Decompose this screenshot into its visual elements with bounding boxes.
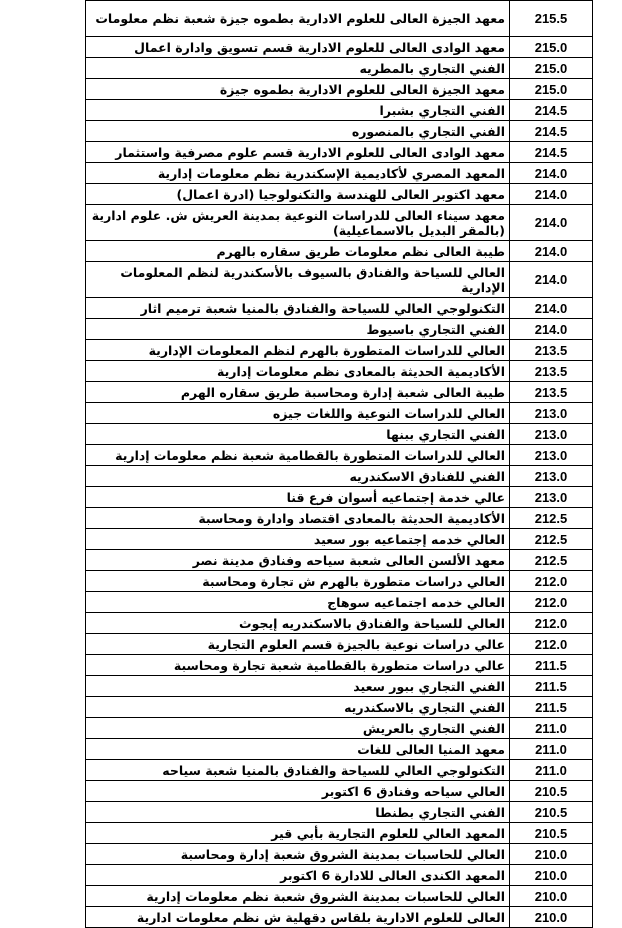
table-row [86, 100, 593, 121]
table-row [86, 886, 593, 907]
institute-name: عالي دراسات متطورة بالقطامية شعبة تجارة ومحاسبة [86, 655, 510, 676]
institute-name: العالي للحاسبات بمدينة الشروق شعبة إدارة ومحاسبة [86, 844, 510, 865]
institute-name: العالي دراسات متطورة بالهرم ش تجارة ومحاسبة [86, 571, 510, 592]
institute-name: الفني التجاري بالمنصوره [86, 121, 510, 142]
institute-name: الفني التجاري بالاسكندريه [86, 697, 510, 718]
table-row [86, 907, 593, 928]
minimum-score: 215.0 [510, 79, 593, 100]
institute-name: معهد اكتوبر العالى للهندسة والتكنولوجيا (ادرة اعمال) [86, 184, 510, 205]
minimum-score: 214.0 [510, 205, 593, 241]
table-row [86, 655, 593, 676]
table-row [86, 487, 593, 508]
table-row [86, 466, 593, 487]
table-row [86, 445, 593, 466]
table-row [86, 142, 593, 163]
institute-name: العالي للحاسبات بمدينة الشروق شعبة نظم معلومات إدارية [86, 886, 510, 907]
minimum-score: 210.0 [510, 886, 593, 907]
table-row [86, 781, 593, 802]
table-row [86, 802, 593, 823]
institute-name: الأكاديمية الحديثة بالمعادى اقتصاد وادارة ومحاسبة [86, 508, 510, 529]
minimum-score: 210.0 [510, 844, 593, 865]
institute-name: عالي خدمة إجتماعيه أسوان فرع قنا [86, 487, 510, 508]
institute-name: الأكاديمية الحديثة بالمعادى نظم معلومات إدارية [86, 361, 510, 382]
table-row [86, 550, 593, 571]
table-row [86, 760, 593, 781]
table-row [86, 697, 593, 718]
table-row [86, 58, 593, 79]
institute-name: الفني التجاري بالمطريه [86, 58, 510, 79]
minimum-score: 213.0 [510, 445, 593, 466]
table-row [86, 676, 593, 697]
minimum-score: 213.0 [510, 424, 593, 445]
institute-name: طيبة العالى نظم معلومات طريق سقاره بالهرم [86, 241, 510, 262]
minimum-score: 213.5 [510, 361, 593, 382]
table-row [86, 361, 593, 382]
institute-name: العالى للعلوم الادارية بلقاس دقهلية ش نظم معلومات ادارية [86, 907, 510, 928]
institute-name: معهد سيناء العالى للدراسات النوعية بمدينة العريش ش. علوم ادارية (بالمقر البديل بالاسماعيلية) [86, 205, 510, 241]
minimum-score: 212.5 [510, 529, 593, 550]
table-row [86, 382, 593, 403]
minimum-score: 214.5 [510, 100, 593, 121]
results-table [85, 0, 593, 928]
institute-name: العالي سياحه وفنادق 6 اكتوبر [86, 781, 510, 802]
table-row [86, 121, 593, 142]
institute-name: المعهد المصري لأكاديمية الإسكندرية نظم معلومات إدارية [86, 163, 510, 184]
minimum-score: 212.0 [510, 592, 593, 613]
results-table-body [86, 1, 593, 928]
institute-name: الفني التجاري باسيوط [86, 319, 510, 340]
institute-name: معهد الوادى العالى للعلوم الادارية قسم تسويق وادارة اعمال [86, 37, 510, 58]
minimum-score: 210.5 [510, 781, 593, 802]
institute-name: العالي للدراسات المتطورة بالهرم لنظم المعلومات الإدارية [86, 340, 510, 361]
minimum-score: 214.0 [510, 241, 593, 262]
minimum-score: 212.0 [510, 571, 593, 592]
minimum-score: 214.5 [510, 121, 593, 142]
minimum-score: 210.5 [510, 823, 593, 844]
minimum-score: 215.0 [510, 58, 593, 79]
minimum-score: 214.0 [510, 262, 593, 298]
table-row [86, 205, 593, 241]
institute-name: التكنولوجي العالي للسياحة والفنادق بالمنيا شعبة ترميم اثار [86, 298, 510, 319]
minimum-score: 211.5 [510, 655, 593, 676]
minimum-score: 214.5 [510, 142, 593, 163]
minimum-score: 211.0 [510, 718, 593, 739]
table-row [86, 1, 593, 37]
institute-name: معهد المنيا العالى للغات [86, 739, 510, 760]
table-row [86, 739, 593, 760]
institute-name: الفني التجاري بشبرا [86, 100, 510, 121]
institute-name: طيبة العالى شعبة إدارة ومحاسبة طريق سقاره الهرم [86, 382, 510, 403]
institute-name: الفني التجاري ببنها [86, 424, 510, 445]
minimum-score: 210.0 [510, 907, 593, 928]
institute-name: عالي دراسات نوعية بالجيزة قسم العلوم التجارية [86, 634, 510, 655]
table-row [86, 634, 593, 655]
institute-name: العالي للسياحة والفنادق بالسيوف بالأسكندرية لنظم المعلومات الإدارية [86, 262, 510, 298]
minimum-score: 211.5 [510, 697, 593, 718]
minimum-score: 212.0 [510, 634, 593, 655]
minimum-score: 214.0 [510, 163, 593, 184]
table-row [86, 844, 593, 865]
table-row [86, 613, 593, 634]
institute-name: معهد الجيزة العالى للعلوم الادارية بطموه جيزة [86, 79, 510, 100]
minimum-score: 214.0 [510, 319, 593, 340]
minimum-score: 210.5 [510, 802, 593, 823]
institute-name: الفني التجاري ببور سعيد [86, 676, 510, 697]
table-row [86, 508, 593, 529]
table-row [86, 718, 593, 739]
table-row [86, 865, 593, 886]
institute-name: الفني التجاري بالعريش [86, 718, 510, 739]
institute-name: معهد الوادى العالى للعلوم الادارية قسم علوم مصرفية واستثمار [86, 142, 510, 163]
minimum-score: 215.5 [510, 1, 593, 37]
table-row [86, 823, 593, 844]
table-row [86, 424, 593, 445]
minimum-score: 211.0 [510, 760, 593, 781]
institute-name: الفني للفنادق الاسكندريه [86, 466, 510, 487]
institute-name: الفني التجاري بطنطا [86, 802, 510, 823]
table-row [86, 298, 593, 319]
minimum-score: 213.5 [510, 382, 593, 403]
table-row [86, 37, 593, 58]
minimum-score: 212.5 [510, 550, 593, 571]
table-row [86, 184, 593, 205]
institute-name: معهد الألسن العالى شعبة سياحه وفنادق مدينة نصر [86, 550, 510, 571]
institute-name: المعهد العالي للعلوم التجارية بأبي قير [86, 823, 510, 844]
minimum-score: 213.0 [510, 466, 593, 487]
institute-name: المعهد الكندى العالى للادارة 6 اكتوبر [86, 865, 510, 886]
table-row [86, 571, 593, 592]
minimum-score: 214.0 [510, 184, 593, 205]
institute-name: العالي خدمه اجتماعيه سوهاج [86, 592, 510, 613]
minimum-score: 211.5 [510, 676, 593, 697]
table-row [86, 241, 593, 262]
table-row [86, 262, 593, 298]
table-row [86, 79, 593, 100]
minimum-score: 213.0 [510, 403, 593, 424]
minimum-score: 215.0 [510, 37, 593, 58]
institute-name: العالي للسياحة والفنادق بالاسكندريه إيجوث [86, 613, 510, 634]
institute-name: العالي خدمه إجتماعيه بور سعيد [86, 529, 510, 550]
table-row [86, 403, 593, 424]
table-row [86, 529, 593, 550]
table-row [86, 592, 593, 613]
minimum-score: 212.0 [510, 613, 593, 634]
minimum-score: 211.0 [510, 739, 593, 760]
minimum-score: 210.0 [510, 865, 593, 886]
table-row [86, 340, 593, 361]
institute-name: العالي للدراسات المتطورة بالقطامية شعبة نظم معلومات إدارية [86, 445, 510, 466]
minimum-score: 213.0 [510, 487, 593, 508]
institute-name: التكنولوجي العالي للسياحة والفنادق بالمنيا شعبة سياحه [86, 760, 510, 781]
institute-name: معهد الجيزة العالى للعلوم الادارية بطموه جيزة شعبة نظم معلومات [86, 1, 510, 37]
table-row [86, 319, 593, 340]
minimum-score: 212.5 [510, 508, 593, 529]
institute-name: العالي للدراسات النوعية واللغات جيزه [86, 403, 510, 424]
table-row [86, 163, 593, 184]
minimum-score: 214.0 [510, 298, 593, 319]
minimum-score: 213.5 [510, 340, 593, 361]
